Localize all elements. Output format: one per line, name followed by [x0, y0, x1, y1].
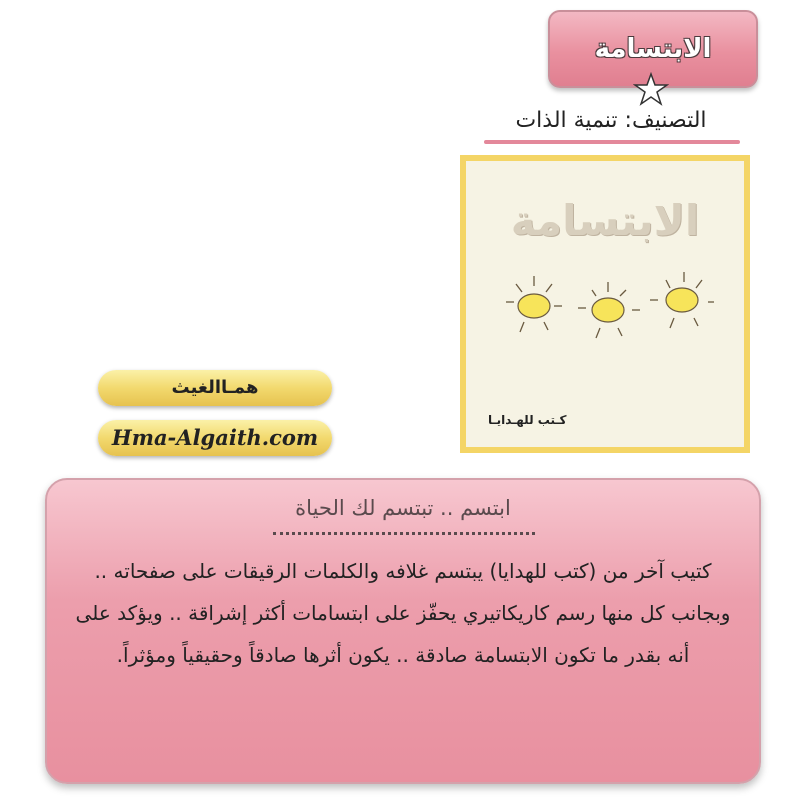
star-icon	[633, 72, 669, 108]
book-title: الابتسامة	[594, 34, 712, 64]
author-label: همـاالغيث	[171, 377, 259, 398]
description-body: كتيب آخر من (كتب للهدايا) يبتسم غلافه والكلمات الرقيقات على صفحاته .. وبجانب كل منها رسم كاريكاتيري يحفّز على ابتسامات أكثر إشراقة .. ويؤكد على أنه بقدر ما تكون الابتسامة صادقة .. يكون أثرها صادقاً وحقيقياً ومؤثراً.	[75, 559, 731, 667]
description-box	[45, 478, 761, 784]
category-label: التصنيف: تنمية الذات	[515, 108, 707, 133]
cover-publisher: كـتب للهـدايـا	[488, 413, 567, 427]
author-badge	[98, 370, 332, 406]
sun-illustrations	[496, 266, 716, 346]
description-heading: ابتسم .. تبتسم لك الحياة	[295, 496, 511, 520]
book-cover	[460, 155, 750, 453]
cover-title: الابتسامة	[510, 196, 700, 245]
site-badge[interactable]	[98, 420, 332, 456]
heading-divider	[273, 532, 535, 535]
category-underline	[484, 140, 740, 144]
site-link[interactable]: Hma-Algaith.com	[111, 425, 319, 450]
